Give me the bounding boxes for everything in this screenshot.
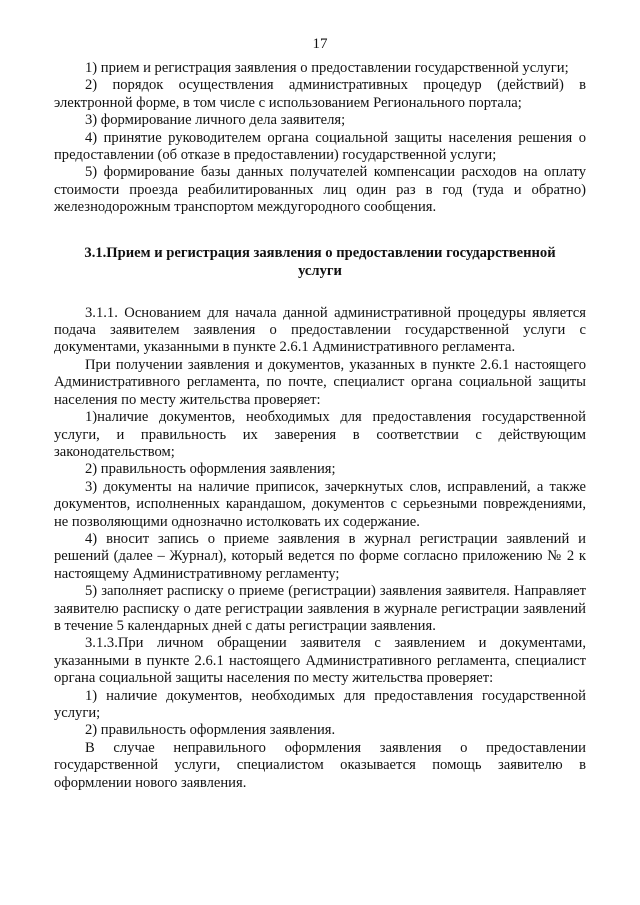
paragraph-3-1-3: 3.1.3.При личном обращении заявителя с заявлением и документами, указанными в пункте 2.6.1 настоящего Административного регламента, специалист органа социальной защиты населения по месту жительства проверяет: — [54, 635, 586, 687]
section-heading: 3.1.Прием и регистрация заявления о предоставлении государственной услуги — [84, 244, 556, 279]
spacer — [54, 217, 586, 244]
paragraph-mail-check: При получении заявления и документов, указанных в пункте 2.6.1 настоящего Административного регламента, по почте, специалист органа социальной защиты населения по месту жительства проверяет: — [54, 356, 586, 408]
paragraph-personal-check-form: 2) правильность оформления заявления. — [85, 722, 336, 739]
paragraph-check-form: 2) правильность оформления заявления; — [85, 461, 336, 478]
list-item-decision: 4) принятие руководителем органа социальной защиты населения решения о предоставлении (об отказе в предоставлении) государственной услуги; — [54, 129, 586, 164]
paragraph-3-1-1: 3.1.1. Основанием для начала данной административной процедуры является подача заявителем заявления о предоставлении государственной услуги с документами, указанными в пункте 2.6.1 Административного регламента. — [54, 304, 586, 356]
spacer — [54, 280, 586, 305]
list-item-personal-file: 3) формирование личного дела заявителя; — [85, 112, 346, 129]
list-item-reception: 1) прием и регистрация заявления о предоставлении государственной услуги; — [85, 60, 569, 76]
paragraph-assistance: В случае неправильного оформления заявления о предоставлении государственной услуги, специалистом оказывается помощь заявителю в оформлении нового заявления. — [54, 739, 586, 791]
paragraph-personal-check-documents: 1) наличие документов, необходимых для предоставления государственной услуги; — [54, 687, 586, 721]
page-content — [54, 60, 586, 792]
list-item-database: 5) формирование базы данных получателей компенсации расходов на оплату стоимости проезда реабилитированных лиц один раз в год (туда и обратно) железнодорожным транспортом междугородного сообщения. — [54, 164, 586, 216]
paragraph-journal-entry: 4) вносит запись о приеме заявления в журнал регистрации заявлений и решений (далее – Журнал), который ведется по форме согласно приложению № 2 к настоящему Административному регламенту; — [54, 530, 586, 582]
paragraph-check-documents: 1)наличие документов, необходимых для предоставления государственной услуги, и правильность их заверения в соответствии с действующим законодательством; — [54, 409, 586, 460]
list-item-electronic-procedures: 2) порядок осуществления административных процедур (действий) в электронной форме, в том числе с использованием Регионального портала; — [54, 77, 586, 111]
page-number: 17 — [312, 36, 328, 52]
paragraph-receipt: 5) заполняет расписку о приеме (регистрации) заявления заявителя. Направляет заявителю расписку о дате регистрации заявления в журнале регистрации заявлений в течение 5 календарных дней с даты регистрации заявления. — [54, 583, 586, 634]
paragraph-check-corrections: 3) документы на наличие приписок, зачеркнутых слов, исправлений, а также документов, исполненных карандашом, документов с серьезными повреждениями, не позволяющими однозначно истолковать их содержание. — [54, 478, 586, 530]
